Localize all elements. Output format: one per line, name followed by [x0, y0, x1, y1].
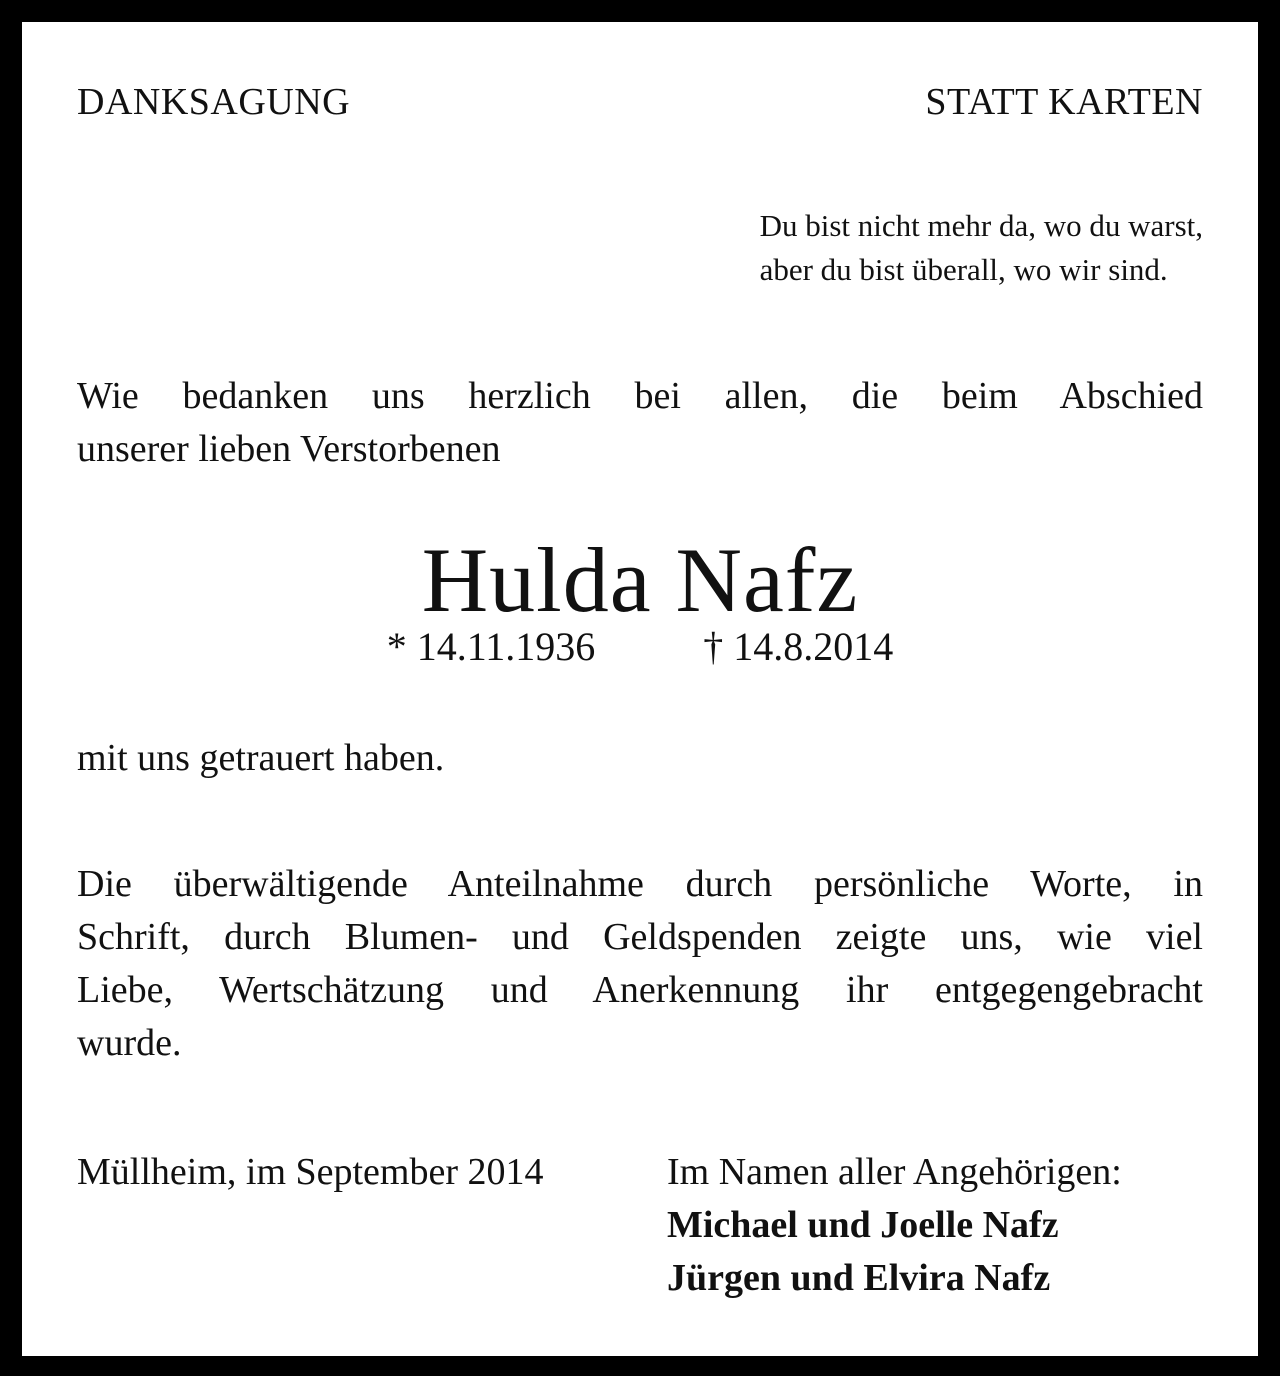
paragraph-line-2: Schrift, durch Blumen- und Geldspenden zeigte uns, wie viel	[77, 916, 1203, 958]
motto-quote	[760, 204, 1203, 292]
deceased-name: Hulda Nafz	[421, 529, 859, 631]
place-and-date: Müllheim, im September 2014	[77, 1151, 544, 1193]
obituary-notice	[22, 22, 1258, 1356]
signatory-2: Jürgen und Elvira Nafz	[667, 1257, 1051, 1299]
header-statt-karten: STATT KARTEN	[925, 81, 1203, 123]
header-danksagung: DANKSAGUNG	[77, 81, 351, 123]
gratitude-paragraph	[77, 858, 1203, 1070]
motto-line-1: Du bist nicht mehr da, wo du warst,	[759, 208, 1203, 243]
intro-line-1: Wie bedanken uns herzlich bei allen, die beim Abschied	[77, 375, 1203, 417]
paragraph-line-3: Liebe, Wertschätzung und Anerkennung ihr entgegengebracht	[77, 969, 1203, 1011]
motto-line-2: aber du bist überall, wo wir sind.	[759, 252, 1168, 287]
intro-text	[77, 370, 1203, 476]
signature-block	[667, 1146, 1122, 1305]
mourning-text: mit uns getrauert haben.	[77, 737, 445, 779]
signatory-1: Michael und Joelle Nafz	[667, 1204, 1059, 1246]
death-date: † 14.8.2014	[703, 624, 894, 669]
life-dates	[22, 624, 1258, 670]
paragraph-line-1: Die überwältigende Anteilnahme durch persönliche Worte, in	[77, 863, 1203, 905]
intro-line-2: unserer lieben Verstorbenen	[77, 428, 501, 470]
birth-date: * 14.11.1936	[386, 624, 596, 669]
paragraph-line-4: wurde.	[77, 1022, 182, 1064]
signature-heading: Im Namen aller Angehörigen:	[667, 1151, 1122, 1193]
